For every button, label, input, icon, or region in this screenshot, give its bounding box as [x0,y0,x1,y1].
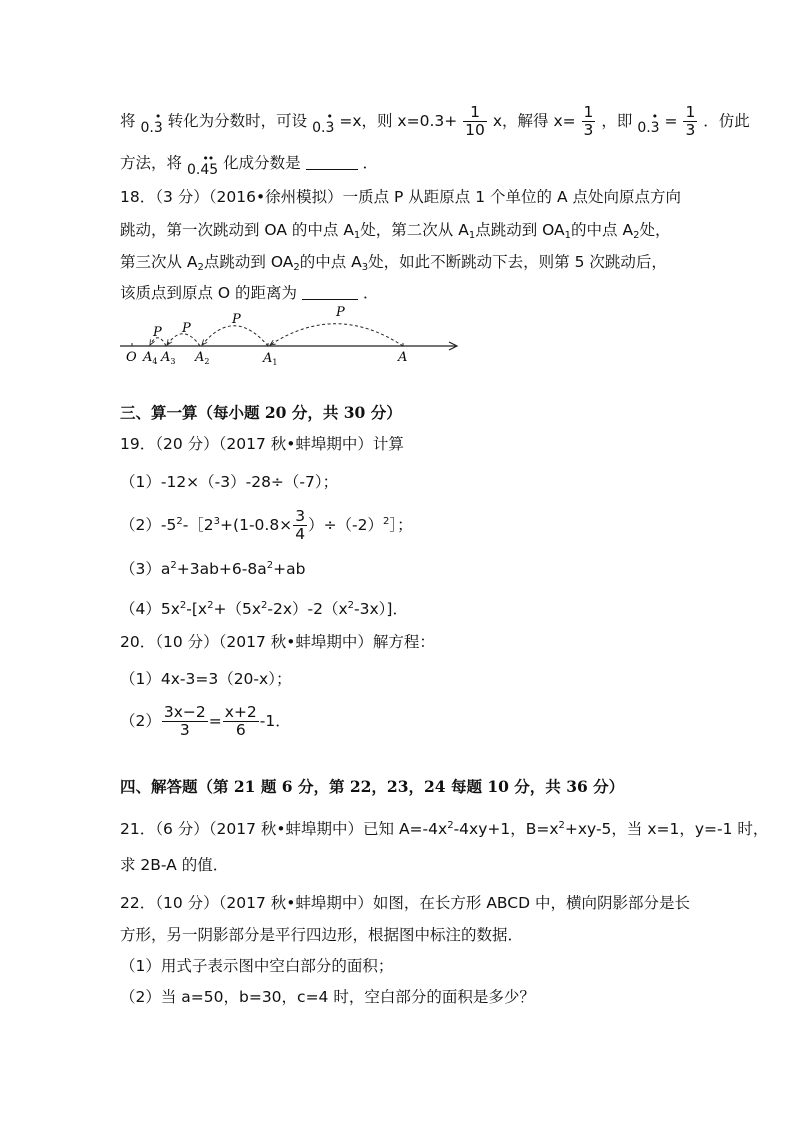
label-P-4: P [153,325,162,340]
repeating-decimal: 0. • 3 [140,110,163,136]
q17-text: =x，则 x=0.3+ [339,112,458,130]
jump-arc-1 [270,324,403,346]
q19-head: 19．（20 分）（2017 秋•蚌埠期中）计算 [120,435,404,453]
q17-line-1 [120,104,750,139]
q19-part-1: （1）-12×（-3）-28÷（-7）； [120,473,339,491]
fraction: $\frac{3x-2}{3}$ [163,703,206,739]
section-3-title: 三、算一算（每小题 20 分，共 30 分） [120,403,402,422]
fraction: $\frac{x+2}{6}$ [224,703,257,739]
q17-text: 将 [120,112,136,130]
label-P-3: P [182,321,191,336]
q18-line-2: 跳动，第一次跳动到 OA 的中点 $A_1$处，第二次从 $A_1$点跳动到 $OA_1$的中点 $A_2$处， [120,221,671,241]
label-A3: $A_3$ [161,350,176,366]
label-A1: $A_1$ [263,351,278,366]
repeat-dots-icon: •• [202,152,214,165]
repeat-dot-icon: • [326,110,333,123]
fraction: $\frac{3}{4}$ [295,507,306,543]
q22-part-1: （1）用式子表示图中空白部分的面积； [120,957,394,975]
fraction: $\frac{1}{3}$ [685,103,696,139]
q19-part-3: $(3)a^2+3ab+6-8a^2+ab$ [120,560,306,578]
q17-text: ． [362,154,378,172]
q17-text: = [664,112,678,130]
q19-part-4: $(4)5x^2-[x^2+(5x^2-2x)-2(x^2-3x)]$． [120,600,408,618]
section-4-title: 四、解答题（第 21 题 6 分，第 22，23，24 每题 10 分，共 36 分） [120,777,625,796]
label-P-1: P [336,306,345,320]
fraction: $\frac{1}{3}$ [583,103,594,139]
q20-head: 20．（10 分）（2017 秋•蚌埠期中）解方程： [120,633,435,651]
q17-text: 方法，将 [120,154,183,172]
q17-text: x，解得 x= [492,112,576,130]
q20-part-1: （1）4x-3=3（20-x）； [120,670,292,688]
q21-line-2: 求 2B-A 的值． [120,856,229,874]
q22-part-2: （2）当 a=50，b=30，c=4 时，空白部分的面积是多少？ [120,988,535,1006]
answer-blank[interactable] [302,299,358,300]
label-O: O [126,350,137,365]
repeat-dot-icon: • [651,110,659,123]
q17-text: ．仿此 [703,112,750,130]
q17-line-2 [120,152,378,181]
q21-line-1: 21．（6 分）（2017 秋•蚌埠期中）已知 $A=-4x^2-4xy+1$，$B=x^2+xy-5$，当 x=1，y=-1 时， [120,820,769,838]
q17-text: 化成分数是 [223,154,301,172]
q18-line-3: 第三次从 $A_2$点跳动到 $OA_2$的中点 $A_3$处，如此不断跳动下去，则第 5 次跳动后， [120,253,667,273]
label-P-2: P [232,312,241,327]
q20-part-2: （2） $\frac{3x-2}{3}$ = $\frac{x+2}{6}$ -1． [120,703,291,739]
q19-part-2: $(2)-5^2-[2^3+(1-0.8\times$ $\frac{3}{4}$ ）$\div(-2)^2]$； [120,507,413,543]
repeating-decimal: 0. • 3 [312,110,335,136]
repeat-dot-icon: • [154,110,162,123]
q18-line-1: 18．（3 分）（2016•徐州模拟）一质点 P 从距原点 1 个单位的 A 点处向原点方向 [120,188,681,206]
jump-arc-2 [202,326,268,346]
label-A4: $A_4$ [143,350,158,366]
repeating-decimal: 0. •• 45 [186,152,219,178]
answer-blank[interactable] [306,169,358,170]
label-A: A [398,350,408,365]
number-line-figure [118,306,463,366]
q22-line-1: 22．（10 分）（2017 秋•蚌埠期中）如图，在长方形 ABCD 中，横向阴影部分是长 [120,894,690,912]
q18-line-4: 该质点到原点 O 的距离为 ． [120,284,379,302]
q22-line-2: 方形，另一阴影部分是平行四边形，根据图中标注的数据． [120,926,524,944]
q17-text: 转化为分数时，可设 [167,112,308,130]
label-A2: $A_2$ [195,350,210,366]
q17-text: ，即 [601,112,633,130]
fraction: $\frac{1}{10}$ [465,103,485,139]
repeating-decimal: 0. • 3 [637,110,660,136]
